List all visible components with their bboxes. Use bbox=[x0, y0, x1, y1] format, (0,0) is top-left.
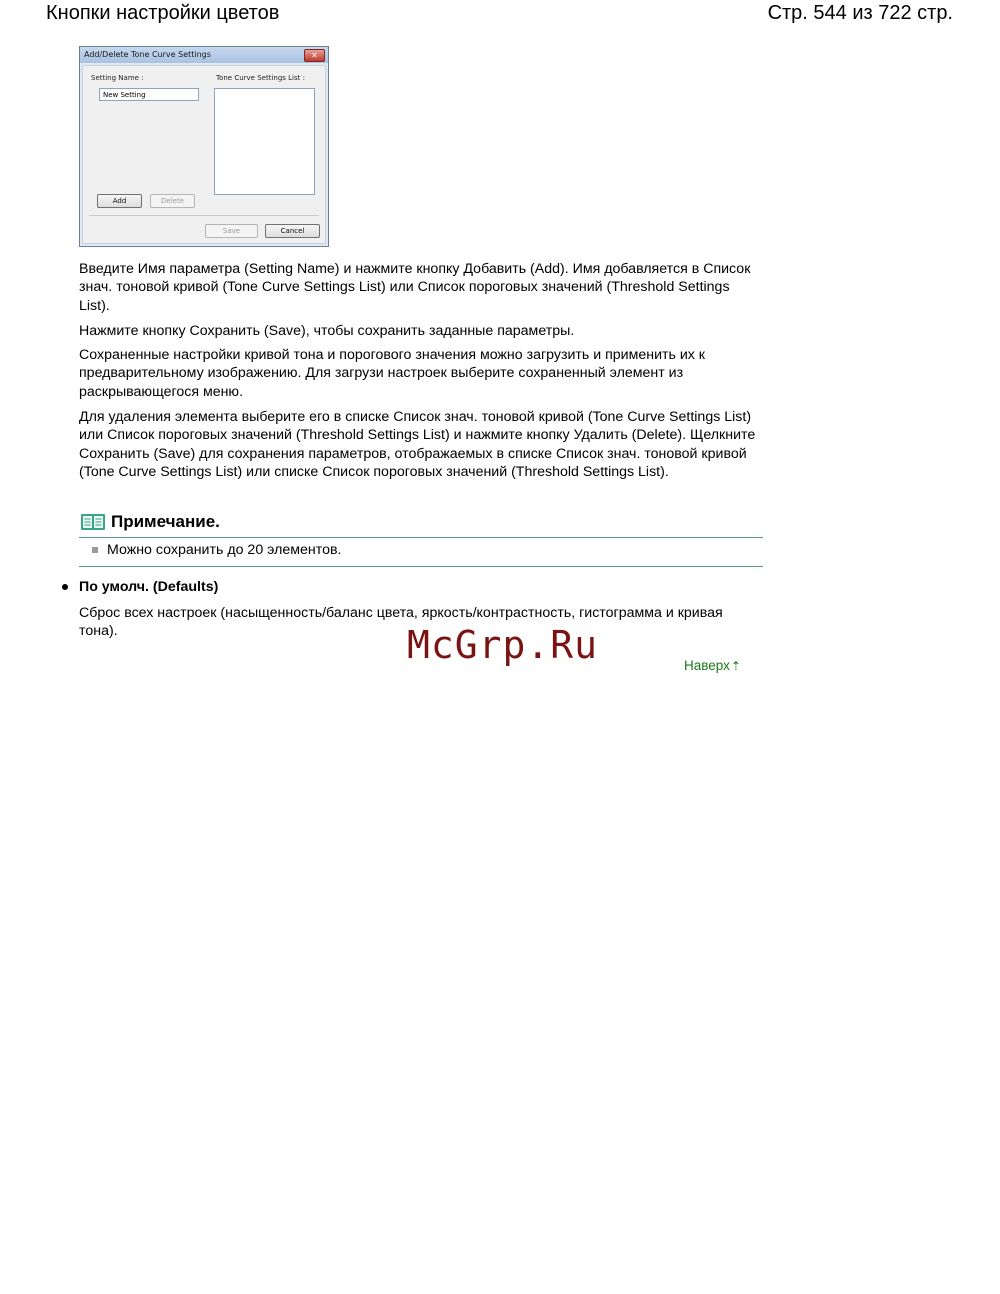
bullet-icon bbox=[62, 584, 68, 590]
paragraph-load: Сохраненные настройки кривой тона и порогового значения можно загрузить и применить их к предварительному изображению. Для загрузи настроек выберите сохраненный элемент из раскрывающегося меню. bbox=[79, 347, 706, 400]
setting-name-input[interactable]: New Setting bbox=[99, 88, 199, 101]
defaults-title: По умолч. (Defaults) bbox=[79, 579, 219, 595]
settings-list-label: Tone Curve Settings List : bbox=[216, 74, 305, 82]
paragraph-delete: Для удаления элемента выберите его в списке Список знач. тоновой кривой (Tone Curve Settings List) или Список пороговых значений (Threshold Settings List) и нажмите кнопку Удалить (Delete). Щелкните Сохранить (Save) для сохранения параметров, отображаемых в списке Список знач. тоновой кривой (Tone Curve Settings List) или списке Список пороговых значений (Threshold Settings List). bbox=[79, 409, 756, 481]
close-icon[interactable]: ✕ bbox=[304, 49, 325, 62]
back-to-top-link[interactable] bbox=[684, 658, 741, 673]
save-button[interactable]: Save bbox=[205, 224, 258, 238]
dialog-title-bar bbox=[80, 47, 328, 63]
dialog-body bbox=[82, 65, 326, 244]
delete-button[interactable]: Delete bbox=[150, 194, 195, 208]
tone-curve-settings-list[interactable] bbox=[214, 88, 315, 195]
arrow-up-icon: ⇡ bbox=[730, 658, 741, 673]
square-bullet-icon bbox=[92, 547, 98, 553]
watermark: McGrp.Ru bbox=[407, 623, 599, 667]
note-title: Примечание. bbox=[111, 512, 220, 531]
note-item-text: Можно сохранить до 20 элементов. bbox=[107, 542, 342, 558]
dialog-title: Add/Delete Tone Curve Settings bbox=[84, 50, 211, 59]
note-list-item bbox=[92, 542, 341, 558]
back-to-top-label: Наверх bbox=[684, 658, 730, 673]
note-heading bbox=[80, 512, 220, 532]
note-divider-bottom bbox=[79, 566, 763, 567]
paragraph-add-setting: Введите Имя параметра (Setting Name) и нажмите кнопку Добавить (Add). Имя добавляется в Список знач. тоновой кривой (Tone Curve Settings List) или Список пороговых значений (Threshold Settings List). bbox=[79, 261, 751, 314]
page-title: Кнопки настройки цветов bbox=[46, 2, 280, 24]
paragraph-save: Нажмите кнопку Сохранить (Save), чтобы сохранить заданные параметры. bbox=[79, 323, 575, 339]
cancel-button[interactable]: Cancel bbox=[265, 224, 320, 238]
dialog-separator bbox=[89, 215, 319, 216]
page-counter: Стр. 544 из 722 стр. bbox=[767, 2, 953, 24]
defaults-description: Сброс всех настроек (насыщенность/баланс цвета, яркость/контрастность, гистограмма и кривая тона). bbox=[79, 605, 723, 640]
defaults-heading bbox=[62, 579, 218, 595]
setting-name-label: Setting Name : bbox=[91, 74, 144, 82]
tone-curve-dialog-screenshot bbox=[79, 46, 329, 247]
add-button[interactable]: Add bbox=[97, 194, 142, 208]
note-divider-top bbox=[79, 537, 763, 538]
book-icon bbox=[80, 512, 106, 532]
